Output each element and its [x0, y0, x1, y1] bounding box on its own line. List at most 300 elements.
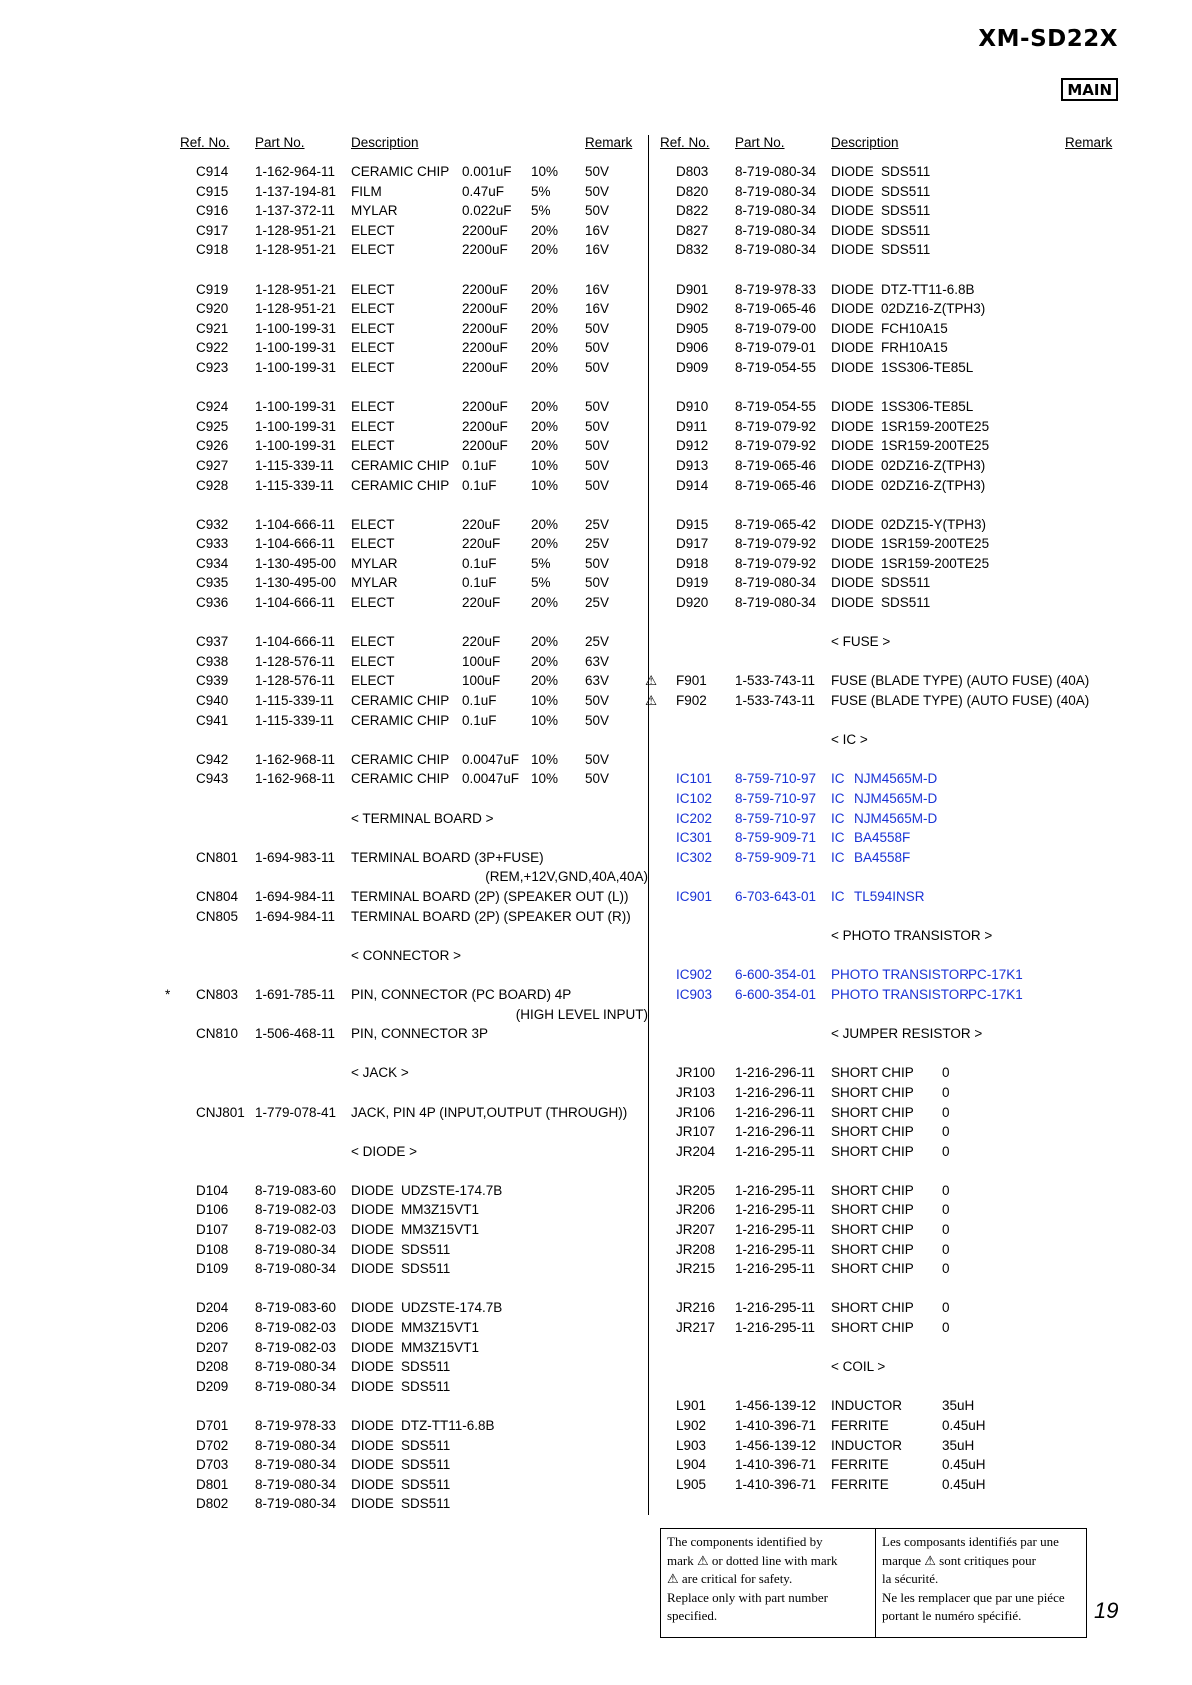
part-row [655, 1142, 1115, 1162]
part-no: 1-100-199-31 [255, 399, 337, 415]
part-spec: SDS511 [401, 1496, 451, 1512]
part-rating: 50V [585, 399, 610, 415]
blank-row [655, 652, 1115, 672]
part-value: 0.45uH [942, 1457, 986, 1473]
part-description: DIODE [351, 1378, 394, 1394]
part-tolerance: 10% [531, 771, 559, 787]
part-description: ELECT [351, 359, 395, 375]
part-tolerance: 20% [531, 673, 559, 689]
ref-no: L902 [676, 1418, 707, 1433]
ref-no: L903 [676, 1437, 707, 1453]
part-rating: 25V [585, 595, 610, 611]
part-spec: FRH10A15 [881, 340, 948, 356]
part-rating: 50V [585, 575, 610, 591]
part-spec: SDS511 [401, 1457, 451, 1473]
part-row [172, 711, 648, 731]
part-description: CERAMIC CHIP [351, 693, 450, 709]
part-rating: 50V [585, 320, 610, 336]
part-no: 1-100-199-31 [255, 340, 337, 356]
part-description: DIODE [831, 301, 874, 317]
part-tolerance: 20% [531, 301, 559, 317]
part-no: 8-719-065-42 [735, 516, 817, 532]
ref-no: L901 [676, 1398, 707, 1414]
part-row [655, 887, 1115, 907]
part-no: 1-137-194-81 [255, 183, 337, 199]
part-no: 1-100-199-31 [255, 418, 337, 434]
blank-row [172, 1122, 648, 1142]
ref-no: JR207 [676, 1222, 716, 1238]
part-rating: 25V [585, 516, 610, 532]
ref-no: C934 [196, 555, 229, 571]
part-no: 8-719-080-34 [255, 1359, 337, 1375]
part-row [172, 397, 648, 417]
part-description: ELECT [351, 242, 395, 258]
part-description: DIODE [831, 457, 874, 473]
part-spec: SDS511 [401, 1241, 451, 1257]
ref-no: C943 [196, 771, 229, 787]
part-value: 35uH [942, 1398, 975, 1414]
blank-row [172, 965, 648, 985]
part-description: DIODE [351, 1320, 394, 1336]
part-no: 1-162-968-11 [255, 751, 336, 767]
part-value: 0.022uF [462, 203, 512, 219]
part-spec: MM3Z15VT1 [401, 1339, 480, 1355]
part-row [172, 240, 648, 260]
part-value: 100uF [462, 673, 501, 689]
part-description: ELECT [351, 281, 395, 297]
blank-row [172, 1161, 648, 1181]
part-spec: 1SS306-TE85L [881, 359, 974, 375]
description-continuation-text: (HIGH LEVEL INPUT) [515, 1006, 648, 1022]
part-row [172, 436, 648, 456]
part-row [655, 1200, 1115, 1220]
part-description: INDUCTOR [831, 1398, 903, 1414]
header-remark: Remark [585, 135, 633, 150]
part-tolerance: 5% [531, 575, 551, 591]
part-tolerance: 20% [531, 516, 559, 532]
part-description: DIODE [351, 1339, 394, 1355]
header-ref-no: Ref. No. [180, 135, 230, 150]
part-value: 220uF [462, 516, 501, 532]
safety-line: Replace only with part number [667, 1589, 829, 1605]
part-row [655, 848, 1115, 868]
category-label: < FUSE > [831, 634, 891, 650]
parts-rows-left [165, 162, 648, 1514]
part-row [172, 456, 648, 476]
part-no: 1-104-666-11 [255, 516, 336, 532]
header-part-no: Part No. [255, 135, 305, 150]
ref-no: D913 [676, 457, 709, 473]
part-value: 2200uF [462, 281, 508, 297]
part-rating: 16V [585, 242, 610, 258]
ref-no: D915 [676, 516, 709, 532]
part-description: DIODE [351, 1182, 394, 1198]
part-tolerance: 10% [531, 751, 559, 767]
part-rating: 50V [585, 418, 610, 434]
ref-no: IC101 [676, 771, 713, 787]
part-row [172, 1024, 648, 1044]
safety-notice-divider [875, 1529, 876, 1637]
ref-no: D702 [196, 1437, 229, 1453]
part-spec: DTZ-TT11-6.8B [881, 281, 975, 297]
part-no: 1-115-339-11 [255, 457, 335, 473]
part-no: 1-216-295-11 [735, 1222, 816, 1238]
ref-no: C923 [196, 359, 229, 375]
part-tolerance: 5% [531, 203, 551, 219]
ref-no: D108 [196, 1241, 229, 1257]
part-description: ELECT [351, 399, 395, 415]
part-description: SHORT CHIP [831, 1320, 914, 1336]
part-no: 8-719-079-92 [735, 555, 817, 571]
ref-no: C914 [196, 164, 229, 179]
part-spec: 02DZ16-Z(TPH3) [881, 457, 986, 473]
ref-no: D919 [676, 575, 709, 591]
part-row [655, 1083, 1115, 1103]
part-no: 8-719-978-33 [735, 281, 817, 297]
part-value: 0.0047uF [462, 751, 520, 767]
ref-no: C922 [196, 340, 229, 356]
ref-no: CN805 [196, 908, 239, 924]
ref-no: C921 [196, 320, 229, 336]
parts-list-right [645, 135, 1115, 1494]
part-description: DIODE [831, 438, 874, 454]
ref-no: C935 [196, 575, 229, 591]
part-row [172, 1181, 648, 1201]
ref-no: D803 [676, 164, 709, 179]
ref-no: JR208 [676, 1241, 716, 1257]
part-rating: 16V [585, 301, 610, 317]
part-no: 1-216-296-11 [735, 1084, 816, 1100]
part-row [172, 1200, 648, 1220]
part-no: 8-719-080-34 [735, 183, 817, 199]
part-no: 8-719-079-92 [735, 536, 817, 552]
ref-no: C939 [196, 673, 229, 689]
part-description: SHORT CHIP [831, 1084, 914, 1100]
part-no: 6-703-643-01 [735, 888, 817, 904]
part-description: DIODE [351, 1202, 394, 1218]
part-no: 1-162-964-11 [255, 164, 336, 179]
part-description: ELECT [351, 222, 395, 238]
category-label: < PHOTO TRANSISTOR > [831, 928, 993, 944]
category-heading [655, 632, 1115, 652]
ref-no: D917 [676, 536, 709, 552]
part-row [172, 280, 648, 300]
ref-no: IC902 [676, 967, 713, 983]
part-rating: 50V [585, 438, 610, 454]
ref-no: JR216 [676, 1300, 716, 1316]
part-description: DIODE [831, 399, 874, 415]
part-description: DIODE [831, 183, 874, 199]
part-description: IC [831, 849, 845, 865]
part-value: 0 [942, 1320, 950, 1336]
safety-notice [660, 1528, 1087, 1638]
part-row [655, 515, 1115, 535]
part-value: 0.45uH [942, 1476, 986, 1492]
part-description: SHORT CHIP [831, 1124, 914, 1140]
ref-no: D827 [676, 222, 709, 238]
part-rating: 50V [585, 771, 610, 787]
ref-no: C925 [196, 418, 229, 434]
part-value: 2200uF [462, 242, 508, 258]
part-spec: NJM4565M-D [854, 810, 938, 826]
part-row [655, 985, 1115, 1005]
ref-no: D822 [676, 203, 709, 219]
part-value: 2200uF [462, 301, 508, 317]
header-ref-no: Ref. No. [660, 135, 710, 150]
blank-row [172, 789, 648, 809]
part-description: FERRITE [831, 1457, 889, 1473]
part-row [172, 1338, 648, 1358]
ref-no: D701 [196, 1418, 229, 1433]
part-spec: MM3Z15VT1 [401, 1320, 480, 1336]
part-row [655, 1122, 1115, 1142]
part-description: ELECT [351, 536, 395, 552]
ref-no: D914 [676, 477, 709, 493]
category-heading [172, 809, 648, 829]
ref-no: CN801 [196, 849, 239, 865]
part-no: 1-216-295-11 [735, 1202, 816, 1218]
part-tolerance: 20% [531, 281, 559, 297]
ref-no: C928 [196, 477, 229, 493]
blank-row [655, 613, 1115, 633]
part-value: 0 [942, 1084, 950, 1100]
category-label: < JUMPER RESISTOR > [831, 1026, 983, 1042]
part-no: 1-694-984-11 [255, 908, 336, 924]
part-description: DIODE [351, 1496, 394, 1512]
ref-no: IC903 [676, 986, 713, 1002]
part-spec: SDS511 [881, 222, 931, 238]
part-no: 1-410-396-71 [735, 1457, 817, 1473]
ref-no: C937 [196, 634, 229, 650]
blank-row [655, 907, 1115, 927]
blank-row [655, 1005, 1115, 1025]
part-row [172, 1416, 648, 1436]
part-no: 8-719-080-34 [255, 1457, 337, 1473]
part-row [655, 456, 1115, 476]
ref-no: D703 [196, 1457, 229, 1473]
part-value: 2200uF [462, 399, 508, 415]
part-no: 1-216-295-11 [735, 1241, 816, 1257]
ref-no: D910 [676, 399, 709, 415]
category-label: < CONNECTOR > [351, 947, 462, 963]
part-description: CERAMIC CHIP [351, 457, 450, 473]
part-row [172, 573, 648, 593]
ref-no: C916 [196, 203, 229, 219]
part-row [655, 338, 1115, 358]
part-tolerance: 20% [531, 359, 559, 375]
part-row [655, 1181, 1115, 1201]
blank-row [172, 1396, 648, 1416]
part-no: 1-115-339-11 [255, 477, 335, 493]
part-no: 8-719-083-60 [255, 1300, 337, 1316]
part-no: 1-115-339-11 [255, 712, 335, 728]
ref-no: JR107 [676, 1124, 716, 1140]
part-row [655, 789, 1115, 809]
part-no: 1-128-951-21 [255, 301, 337, 317]
ref-no: IC102 [676, 791, 713, 806]
safety-line: Ne les remplacer que par une piéce [882, 1589, 1065, 1605]
part-no: 8-719-080-34 [255, 1241, 337, 1257]
part-description: DIODE [831, 281, 874, 297]
part-no: 1-104-666-11 [255, 595, 336, 611]
part-row [655, 1318, 1115, 1338]
part-no: 8-719-082-03 [255, 1202, 337, 1218]
part-value: 100uF [462, 653, 501, 669]
part-value: 0.0047uF [462, 771, 520, 787]
part-description: CERAMIC CHIP [351, 477, 450, 493]
part-no: 1-216-295-11 [735, 1182, 816, 1198]
part-no: 1-130-495-00 [255, 575, 337, 591]
part-description: SHORT CHIP [831, 1261, 914, 1277]
ref-no: JR100 [676, 1065, 716, 1081]
blank-row [655, 750, 1115, 770]
part-description: SHORT CHIP [831, 1104, 914, 1120]
part-value: 2200uF [462, 359, 508, 375]
part-row [655, 397, 1115, 417]
part-spec: 1SR159-200TE25 [881, 418, 990, 434]
part-no: 1-128-951-21 [255, 281, 337, 297]
part-tolerance: 20% [531, 438, 559, 454]
category-label: < TERMINAL BOARD > [351, 810, 494, 826]
blank-row [655, 711, 1115, 731]
part-row [655, 769, 1115, 789]
ref-no: D209 [196, 1378, 229, 1394]
part-description: IC [831, 810, 845, 826]
blank-row [655, 495, 1115, 515]
part-row [172, 1475, 648, 1495]
part-row [655, 417, 1115, 437]
part-no: 1-128-576-11 [255, 653, 336, 669]
part-row [655, 221, 1115, 241]
part-description: CERAMIC CHIP [351, 751, 450, 767]
part-description: DIODE [831, 203, 874, 219]
category-heading [655, 1024, 1115, 1044]
part-spec: NJM4565M-D [854, 791, 938, 806]
blank-row [655, 260, 1115, 280]
column-headers-left [172, 135, 648, 153]
part-spec: PC-17K1 [968, 967, 1023, 983]
part-description: DIODE [831, 536, 874, 552]
ref-no: D206 [196, 1320, 229, 1336]
blank-row [172, 260, 648, 280]
ref-no: C933 [196, 536, 229, 552]
part-spec: 02DZ16-Z(TPH3) [881, 477, 986, 493]
part-description: MYLAR [351, 203, 398, 219]
part-no: 1-533-743-11 [735, 673, 816, 689]
ref-no: D920 [676, 595, 709, 611]
part-value: 0.1uF [462, 712, 497, 728]
part-tolerance: 10% [531, 693, 559, 709]
ref-no: JR217 [676, 1320, 716, 1336]
part-rating: 50V [585, 751, 610, 767]
part-row [172, 848, 648, 868]
part-value: 220uF [462, 536, 501, 552]
category-heading [172, 946, 648, 966]
blank-row [172, 926, 648, 946]
part-row [655, 436, 1115, 456]
part-description: PIN, CONNECTOR 3P [351, 1026, 489, 1042]
part-row [172, 769, 648, 789]
ref-no: CNJ801 [196, 1104, 245, 1120]
part-no: 8-719-080-34 [735, 595, 817, 611]
column-divider [648, 135, 649, 1515]
part-row [172, 319, 648, 339]
part-description: DIODE [831, 516, 874, 532]
part-row [655, 162, 1115, 182]
part-no: 8-759-909-71 [735, 849, 817, 865]
part-no: 8-759-909-71 [735, 830, 817, 846]
part-no: 1-128-951-21 [255, 242, 337, 258]
part-row [655, 809, 1115, 829]
part-description: TERMINAL BOARD (3P+FUSE) [351, 849, 544, 865]
part-description: DIODE [351, 1261, 394, 1277]
part-description: DIODE [831, 340, 874, 356]
category-heading [655, 1357, 1115, 1377]
part-description: PHOTO TRANSISTOR [831, 986, 970, 1002]
part-no: 1-691-785-11 [255, 986, 336, 1002]
part-row [655, 1298, 1115, 1318]
part-row [172, 534, 648, 554]
part-value: 0.1uF [462, 457, 497, 473]
part-description: IC [831, 888, 845, 904]
safety-line: Les composants identifiés par une [882, 1534, 1059, 1549]
part-row [655, 1475, 1115, 1495]
part-value: 0 [942, 1182, 950, 1198]
part-no: 8-719-065-46 [735, 457, 817, 473]
part-spec: SDS511 [401, 1261, 451, 1277]
part-no: 1-216-296-11 [735, 1124, 816, 1140]
category-heading [172, 1063, 648, 1083]
part-row [172, 691, 648, 711]
part-description: DIODE [351, 1457, 394, 1473]
part-no: 1-216-296-11 [735, 1104, 816, 1120]
part-rating: 50V [585, 203, 610, 219]
part-no: 8-719-080-34 [735, 222, 817, 238]
part-row [655, 1220, 1115, 1240]
part-no: 1-100-199-31 [255, 438, 337, 454]
ref-no: JR106 [676, 1104, 716, 1120]
ref-no: D909 [676, 359, 709, 375]
part-description: CERAMIC CHIP [351, 712, 450, 728]
description-continuation [172, 1005, 648, 1025]
part-rating: 25V [585, 536, 610, 552]
part-value: 0 [942, 1261, 950, 1277]
part-no: 8-719-065-46 [735, 301, 817, 317]
part-tolerance: 10% [531, 164, 559, 179]
part-no: 1-128-951-21 [255, 222, 337, 238]
part-spec: SDS511 [881, 242, 931, 258]
part-no: 8-719-054-55 [735, 399, 817, 415]
page-number: 19 [1094, 1598, 1119, 1623]
part-description: TERMINAL BOARD (2P) (SPEAKER OUT (L)) [351, 888, 629, 904]
part-row [172, 652, 648, 672]
part-description: ELECT [351, 595, 395, 611]
column-headers-right [655, 135, 1115, 153]
ref-no: JR205 [676, 1182, 716, 1198]
part-description: DIODE [351, 1222, 394, 1238]
part-value: 0.1uF [462, 477, 497, 493]
part-spec: SDS511 [401, 1476, 451, 1492]
part-value: 220uF [462, 634, 501, 650]
ref-no: D107 [196, 1222, 229, 1238]
part-value: 0 [942, 1143, 950, 1159]
part-description: CERAMIC CHIP [351, 771, 450, 787]
part-spec: 1SS306-TE85L [881, 399, 974, 415]
blank-row [655, 1161, 1115, 1181]
part-no: 1-456-139-12 [735, 1437, 817, 1453]
part-row [172, 221, 648, 241]
part-row [172, 1377, 648, 1397]
